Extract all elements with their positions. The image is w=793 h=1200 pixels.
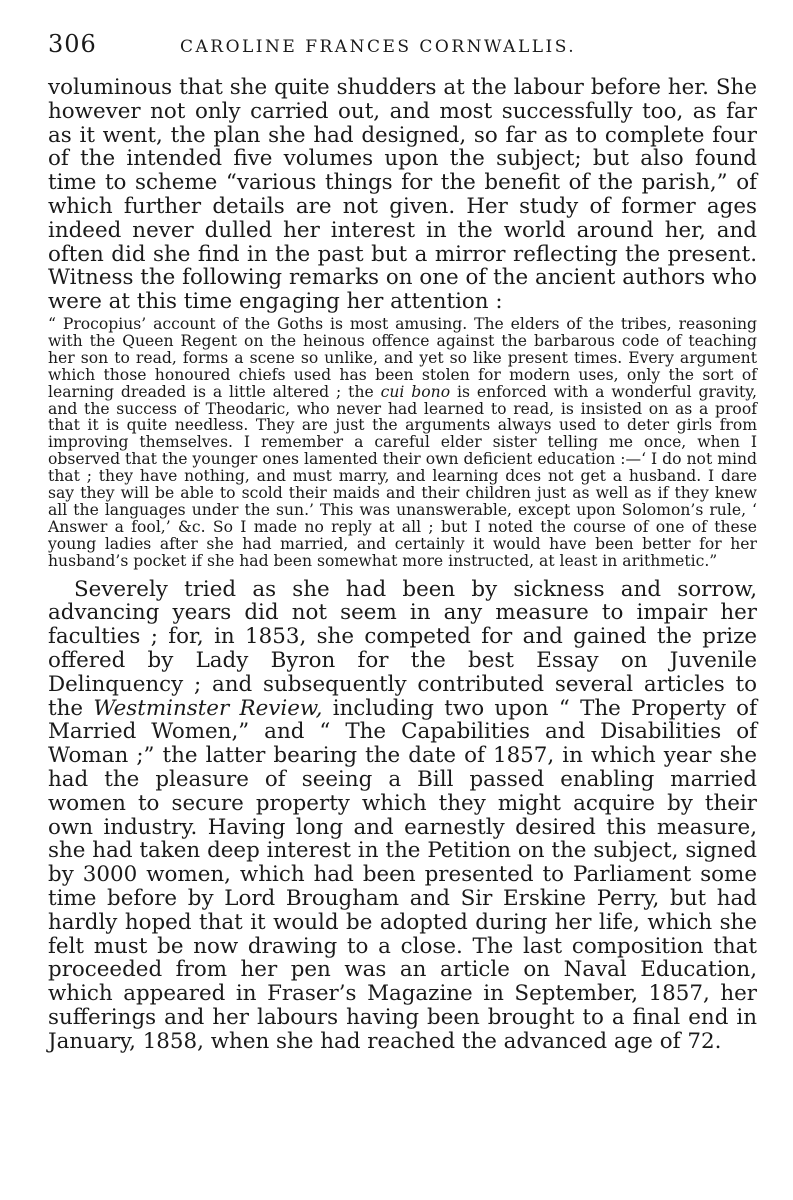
paragraph-text-part-2: including two upon “ The Property of Married Women,” and “ The Capabilities and Disabilities of Woman ;” the latter bearing the date of 1857, in which year she had the pleasure of seeing a Bill passed enabling married women to secure property which they might acquire by their own industry. Having long and earnestly desired this measure, she had taken deep interest in the Petition on the subject, signed by 3000 women, which had been presented to Parliament some time before by Lord Brougham and Sir Erskine Perry, but had hardly hoped that it would be adopted during her life, which she felt must be now drawing to a close. The last composition that proceeded from her pen was an article on Naval Education, which appeared in Fraser’s Magazine in September, 1857, her sufferings and her labours having been brought to a final end in January, 1858, when she had reached the advanced age of 72. (48, 695, 757, 1054)
page-number: 306 (48, 30, 97, 58)
body-paragraph (48, 578, 757, 1054)
page-header (48, 30, 757, 62)
paragraph-text-part-1: Severely tried as she had been by sickness and sorrow, advancing years did not seem in any measure to impair her faculties ; for, in 1853, she competed for and gained the prize offered by Lady Byron for the best Essay on Juvenile Delinquency ; and subsequently contributed several articles to the (48, 576, 757, 721)
quote-text-part-1: “ Procopius’ account of the Goths is most amusing. The elders of the tribes, reasoning with the Queen Regent on the heinous offence against the barbarous code of teaching her son to read, forms a scene so unlike, and yet so like present times. Every argument which those honoured chiefs used has been stolen for modern uses, only the sort of learning dreaded is a little altered ; the (48, 314, 757, 401)
quote-italic-phrase: cui bono (380, 382, 451, 401)
body-paragraph-continued: voluminous that she quite shudders at the labour before her. She however not only carried out, and most successfully too, as far as it went, the plan she had designed, so far as to complete four of the intended five volumes upon the subject; but also found time to scheme “various things for the benefit of the parish,” of which further details are not given. Her study of former ages indeed never dulled her interest in the world around her, and often did she find in the past but a mirror reflecting the present. Witness the following remarks on one of the ancient authors who were at this time engaging her attention : (48, 75, 757, 315)
quote-text-part-2: is enforced with a wonderful gravity, and the success of Theodaric, who never had learned to read, is insisted on as a proof that it is quite needless. They are just the arguments always used to deter girls from improving themselves. I remember a careful elder sister telling me once, when I observed that the younger ones lamented their own deficient education :—‘ I do not mind that ; they have nothing, and must marry, and learning dces not get a husband. I dare say they will be able to scold their maids and their children just as well as if they knew all the languages under the sun.’ This was unanswerable, except upon Solomon’s rule, ‘ Answer a fool,’ &c. So I made no reply at all ; but I noted the course of one of these young ladies after she had married, and certainly it would have been better for her husband’s pocket if she had been somewhat more instructed, at least in arithmetic.” (48, 382, 757, 570)
block-quotation (48, 316, 757, 570)
running-title: CAROLINE FRANCES CORNWALLIS. (180, 37, 577, 57)
journal-title: Westminster Review, (93, 695, 323, 721)
